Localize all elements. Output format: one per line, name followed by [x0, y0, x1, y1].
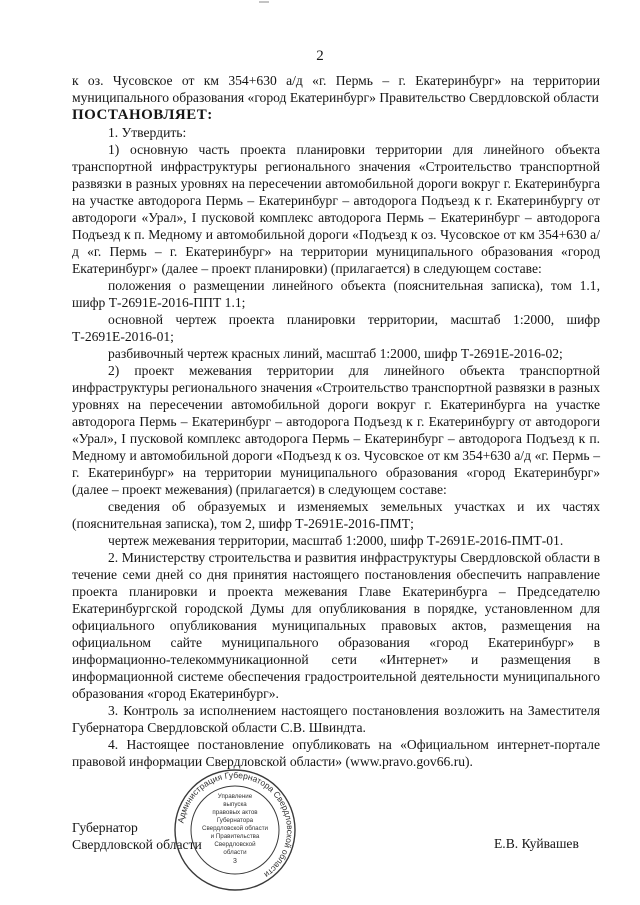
signature-position-line2: Свердловской области	[72, 837, 202, 852]
signature-name: Е.В. Куйвашев	[494, 836, 579, 851]
signature-position-line1: Губернатор	[72, 820, 138, 835]
paragraph-item-1: 1. Утвердить:	[108, 125, 187, 140]
paragraph-item-4: 4. Настоящее постановление опубликовать на «Официальном интернет-портале правовой информации Свердловской области» (www.pravo.gov66.ru).	[72, 737, 600, 769]
paragraph-composition-2: основной чертеж проекта планировки территории, масштаб 1:2000, шифр Т-2691Е-2016-01;	[72, 312, 600, 344]
stamp-line: Управление	[217, 793, 253, 800]
stamp-line: выпуска	[223, 801, 247, 808]
stamp-line: и Правительства	[210, 833, 260, 840]
paragraph-composition-3: разбивочный чертеж красных линий, масштаб 1:2000, шифр Т-2691Е-2016-02;	[108, 346, 563, 361]
stamp-line: Свердловской области	[201, 825, 269, 832]
paragraph-item-1-1: 1) основную часть проекта планировки территории для линейного объекта транспортной инфраструктуры регионального значения «Строительство транспортной развязки в разных уровнях на пересечении автомобильной дороги вокруг г. Екатеринбурга на участке автодорога Пермь – Екатеринбург – автодорога Подъезд к г. Екатеринбургу от автодороги «Урал», I пусковой комплекс автодорога Пермь – Екатеринбург – автодорога Подъезд к п. Медному и автомобильной дороги «Подъезд к оз. Чусовское от км 354+630 а/д «г. Пермь – г. Екатеринбург» на территории муниципального образования «город Екатеринбург» (далее – проект планировки) (прилагается) в следующем составе:	[72, 142, 600, 276]
document-body	[72, 72, 600, 770]
paragraph-item-2: 2. Министерству строительства и развития инфраструктуры Свердловской области в течение семи дней со дня принятия настоящего постановления обеспечить направление проекта планировки и проекта межевания Главе Екатеринбурга – Председателю Екатеринбургской городской Думы для опубликования в порядке, установленном для официального опубликования муниципальных правовых актов, размещения на официальном сайте муниципального образования «город Екатеринбург» в информационно-телекоммуникационной сети «Интернет» и размещения в информационной системе обеспечения градостроительной деятельности муниципального образования «город Екатеринбург».	[72, 550, 600, 701]
paragraph-composition-1: положения о размещении линейного объекта (пояснительная записка), том 1.1, шифр Т-2691Е-2016-ППТ 1.1;	[72, 278, 600, 310]
paragraph-composition-5: чертеж межевания территории, масштаб 1:2000, шифр Т-2691Е-2016-ПМТ-01.	[108, 533, 564, 548]
stamp-line: Свердловской	[214, 841, 256, 848]
scan-mark	[258, 0, 270, 4]
paragraph-item-1-2: 2) проект межевания территории для линейного объекта транспортной инфраструктуры регионального значения «Строительство транспортной развязки в разных уровнях на пересечении автомобильной дороги вокруг г. Екатеринбурга на участке автодорога Пермь – Екатеринбург – автодорога Подъезд к г. Екатеринбургу от автодороги «Урал», I пусковой комплекс автодорога Пермь – Екатеринбург – автодорога Подъезд к п. Медному и автомобильной дороги «Подъезд к оз. Чусовское от км 354+630 а/д «г. Пермь – г. Екатеринбург» на территории муниципального образования «город Екатеринбург» (далее – проект межевания) (прилагается) в следующем составе:	[72, 363, 600, 497]
resolution-heading: ПОСТАНОВЛЯЕТ:	[72, 107, 213, 123]
paragraph-item-3: 3. Контроль за исполнением настоящего постановления возложить на Заместителя Губернатора Свердловской области С.В. Швиндта.	[72, 703, 600, 735]
stamp-line: правовых актов	[212, 809, 258, 816]
stamp-line: области	[223, 849, 247, 856]
paragraph-composition-4: сведения об образуемых и изменяемых земельных участках и их частях (пояснительная записка), том 2, шифр Т-2691Е-2016-ПМТ;	[72, 499, 600, 531]
page-number: 2	[316, 48, 324, 64]
stamp-line: Губернатора	[216, 817, 254, 824]
official-stamp	[172, 768, 298, 892]
paragraph-intro-tail: к оз. Чусовское от км 354+630 а/д «г. Пермь – г. Екатеринбург» на территории муниципального образования «город Екатеринбург» Правительство Свердловской области	[72, 73, 600, 105]
stamp-line: 3	[233, 858, 237, 865]
stamp-ring-text: Администрация Губернатора Свердловской области	[175, 769, 296, 881]
